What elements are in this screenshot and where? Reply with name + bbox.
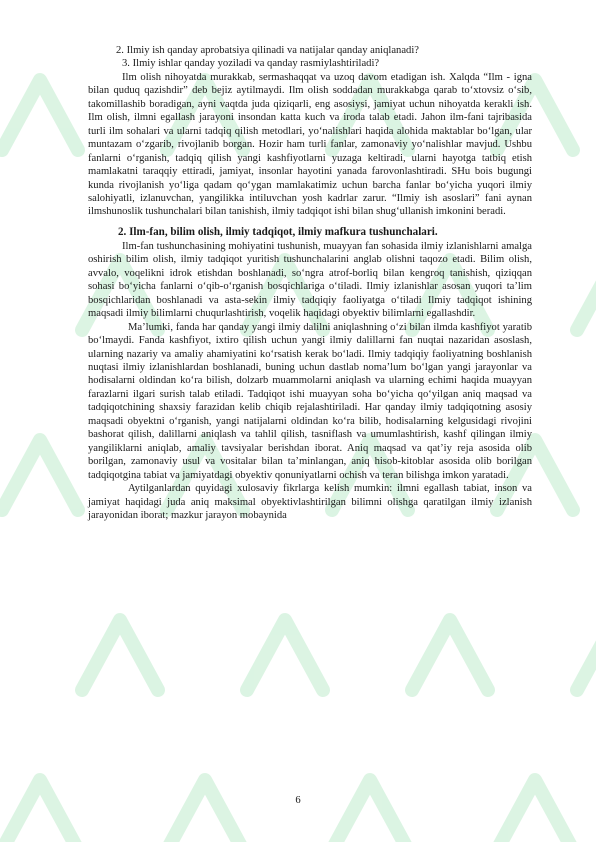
watermark-stroke bbox=[2, 440, 78, 510]
question-item-3: 3. Ilmiy ishlar qanday yoziladi va qanday rasmiylashtiriladi? bbox=[122, 58, 380, 70]
watermark-stroke bbox=[497, 780, 573, 842]
watermark-stroke bbox=[577, 260, 596, 330]
watermark-stroke bbox=[2, 780, 78, 842]
watermark-stroke bbox=[82, 620, 158, 690]
watermark-stroke bbox=[247, 620, 323, 690]
section-heading: 2. Ilm-fan, bilim olish, ilmiy tadqiqot, ilmiy mafkura tushunchalari. bbox=[118, 225, 438, 238]
watermark-stroke bbox=[412, 620, 488, 690]
paragraph-3: Aytilganlardan quyidagi xulosaviy fikrlarga kelish mumkin: ilmni egallash tabiat, inson va jamiyat haqidagi juda aniq maksimal obyektivlashtirilgan bilimni olishga qaratilgan ilmiy izlanish jarayonidan iborat; mazkur jarayon mobaynida bbox=[88, 483, 532, 521]
watermark-stroke bbox=[167, 780, 243, 842]
paragraph-2: Ma’lumki, fanda har qanday yangi ilmiy dalilni aniqlashning o‘zi bilan ilmda kashfiyot yaratib bo‘lmaydi. Fanda kashfiyot, ixtiro qilish uchun yangi ilmiy dalillarni fan nuqtai nazaridan asoslash, ularning nazariy va amaliy ahamiyatini ko‘rsatish kerak bo‘ladi. Ilmiy tadqiqiy faoliyatning boshlanish nuqtasi ilmiy izlanishlardan boshlanadi, buning uchun dastlab noma’lum bo‘lgan yangi jarayonlar va hodisalarni oldindan ko‘ra bilish, dolzarb muammolarni aniqlash va ularning echimi haqida muayyan farazlarni ilgari surish talab etiladi. Tadqiqot ishi muayyan soha bo‘yicha qo‘yilgan aniq maqsad va tadqiqotchining shaxsiy farazidan kelib chiqib rejalashtiriladi. Har qanday ilmiy tadqiqotning asosiy maqsadi obyektni o‘rganish, yangi natijalarni oldindan ko‘ra bilib, hodisalarning kelgusidagi rivojini bashorat qilish, dalillarni aniqlash va tahlil qilish, tasniflash va umumlashtirish, kashf qilingan ilmiy yangiliklarni aniqlab, amaliy tavsiyalar berishdan iborat. Aniq maqsad va qat’iy reja asosida olib borilgan, zamonaviy usul va vositalar bilan ta’minlangan, aniq hisob-kitoblar asosida olib borilgan tadqiqotgina tabiat va jamiyatdagi obyektiv qonuniyatlarni ochish va teran bilishga imkon yaratadi. bbox=[88, 321, 532, 481]
watermark-stroke bbox=[332, 780, 408, 842]
question-item-2: 2. Ilmiy ish qanday aprobatsiya qilinadi va natijalar qanday aniqlanadi? bbox=[116, 45, 420, 56]
page-number: 6 bbox=[295, 795, 301, 806]
watermark-stroke bbox=[2, 80, 78, 150]
paragraph-1: Ilm-fan tushunchasining mohiyatini tushunish, muayyan fan sohasida ilmiy izlanishlarni amalga oshirish bilim olish, ilmiy tadqiqot yuritish tushunchalarini anglab olishni taqozo etadi. Bilim olish, avvalo, voqelikni idrok etishdan boshlanadi, so‘ngra atrof-borliq bilan kengroq tanishish, qiziqqan sohasi bo‘yicha fanlarni o‘qib-o‘rganish bosqichlariga o‘tiladi. Ilmiy izlanishlar asosan yuqori ta’lim bosqichlaridan boshlanadi va asta-sekin ilmiy tadqiqiy faoliyatga o‘tiladi Ilmiy tadqiqot ishining maqsadi ilmiy bilimlarni chuqurlashtirish, voqelik haqidagi obyektiv bilimlarni egallashdir. bbox=[88, 240, 532, 320]
intro-paragraph: Ilm olish nihoyatda murakkab, sermashaqqat va uzoq davom etadigan ish. Xalqda “Ilm - igna bilan quduq qazishdir” deb bejiz aytilmaydi. Ilm olish soddadan murakkabga qarab to‘xtovsiz o‘sib, takomillashib boradigan, ayni vaqtda juda qiziqarli, eng asosiysi, jamiyat uchun nihoyatda kerakli ish. Ilm olish, ilmni egallash jarayoni insondan katta kuch va iroda talab etadi. Jahon ilm-fani tajribasida turli ilm sohalari va ularni tadqiq qilish metodlari, yo‘nalishlari haqida alohida maktablar bo‘lgan, ular muntazam o‘zgarib, rivojlanib borgan. Hozir ham turli fanlar, zamonaviy yo‘nalishlar mavjud. Ushbu fanlarni o‘rganish, tadqiq qilish yangi kashfiyotlarni yuzaga keltiradi, ularni hayotga tatbiq etish mamlakatni taraqqiy ettiradi, jamiyat, insonlar hayotini yanada farovonlashtiradi. SHu bois bugungi kunda rivojlanish yo‘liga qadam qo‘ygan mamlakatimiz uchun barcha fanlar bo‘yicha yuqori ilmiy salohiyatli, izlanuvchan, yangilikka intiluvchan yosh kadrlar zarur. “Ilmiy ish asoslari” fani aynan ilmshunoslik tushunchalari bilan tanishish, ilmiy tadqiqot ishi bilan shug‘ullanish imkonini beradi. bbox=[88, 71, 532, 218]
document-body bbox=[88, 44, 532, 522]
watermark-stroke bbox=[577, 620, 596, 690]
